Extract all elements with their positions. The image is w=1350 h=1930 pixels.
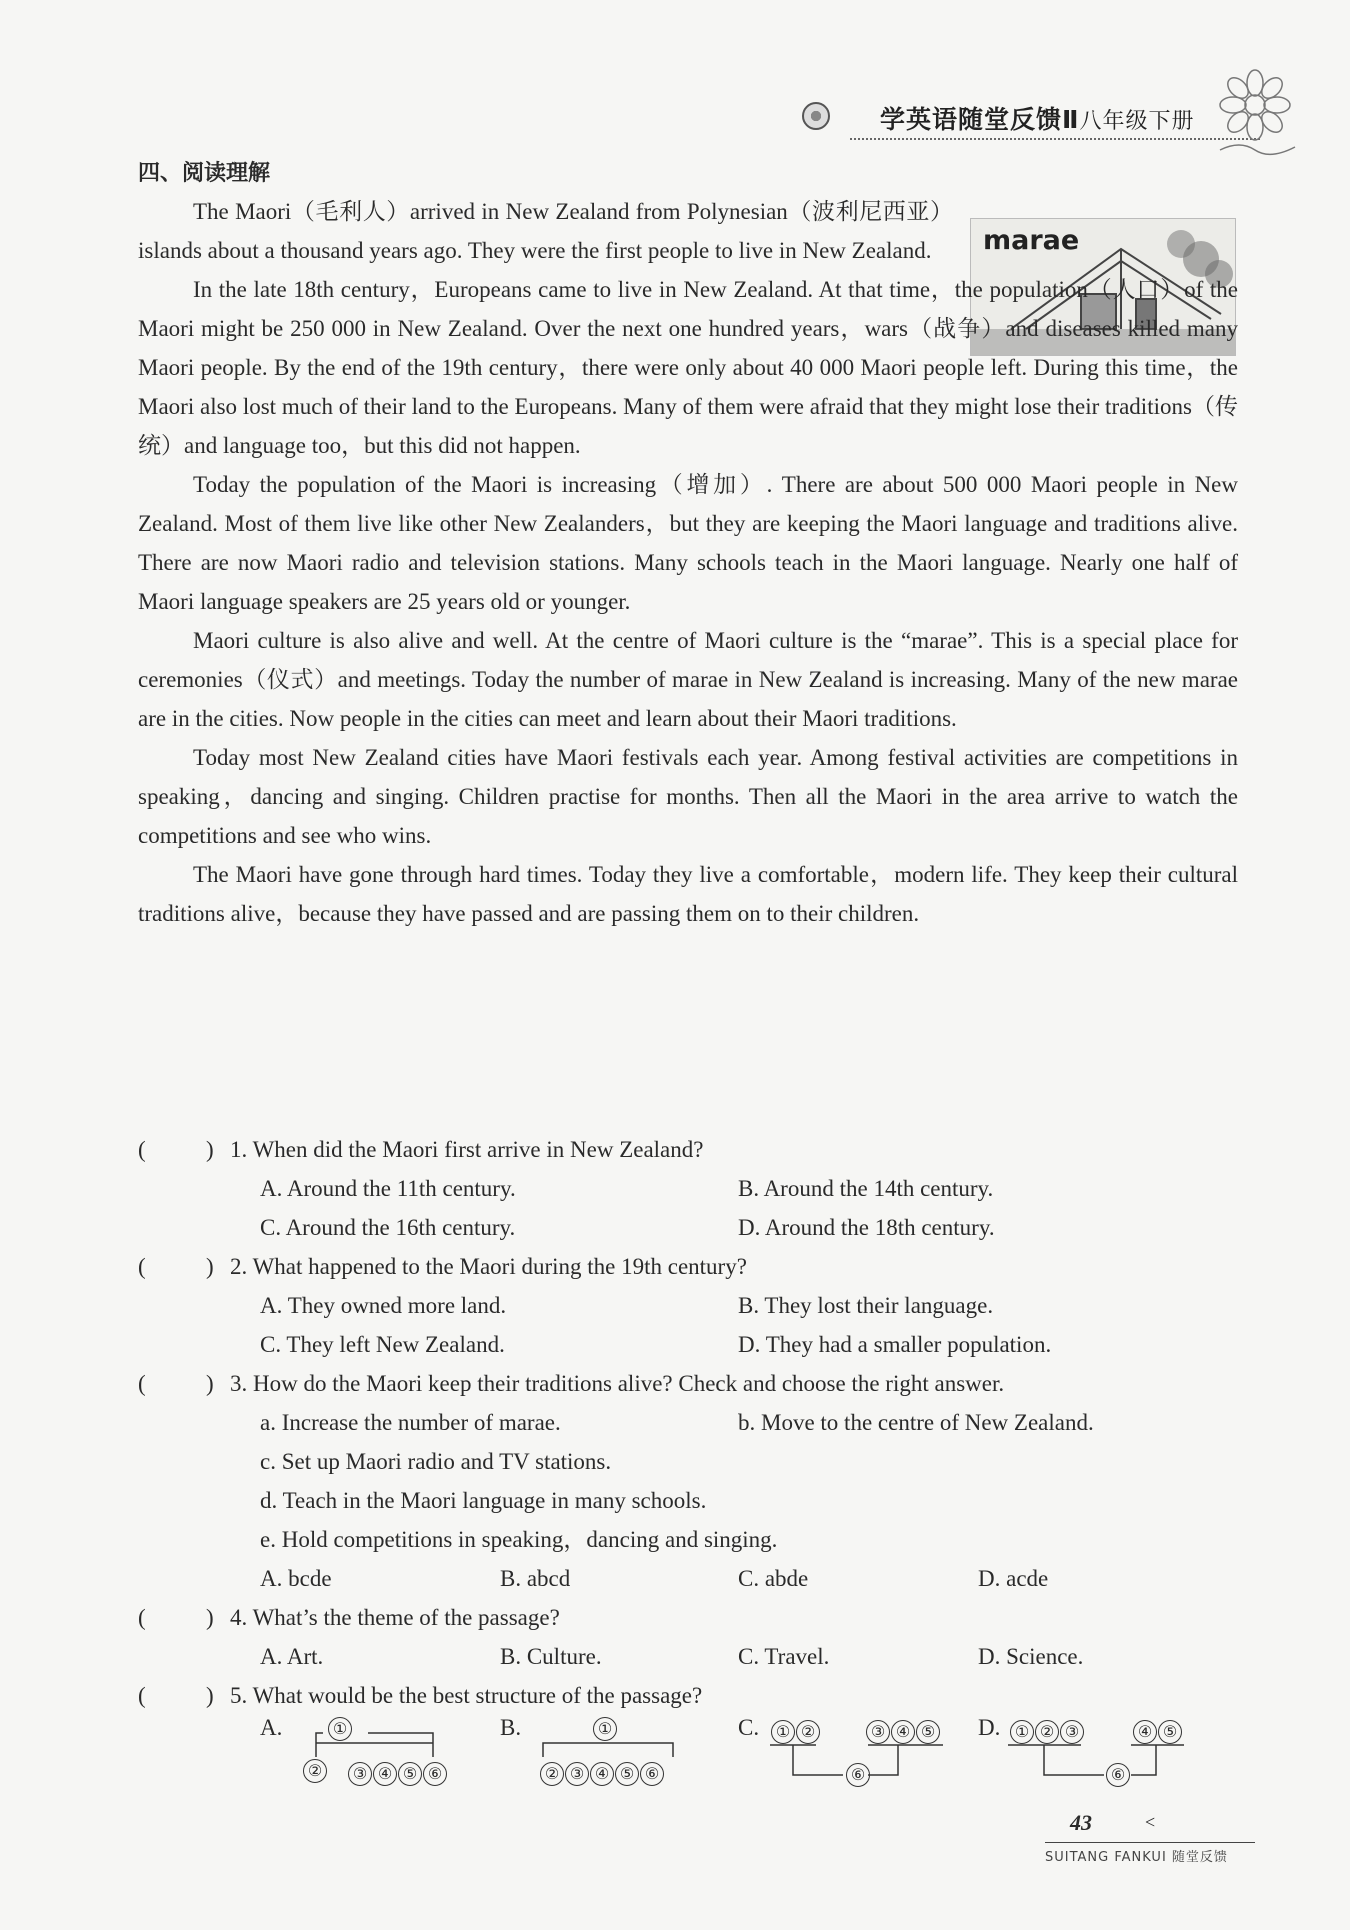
option-c[interactable]: C. They left New Zealand. xyxy=(260,1332,505,1357)
circled-5: ⑤ xyxy=(916,1720,940,1744)
answer-blank-close: ) xyxy=(206,1605,214,1630)
option-a[interactable]: A. Art. xyxy=(260,1644,324,1669)
footer-line xyxy=(1045,1842,1255,1843)
structure-d-bottom: ⑥ xyxy=(1106,1763,1130,1787)
option-d[interactable]: D. Around the 18th century. xyxy=(738,1215,995,1240)
question-stem: 4. What’s the theme of the passage? xyxy=(230,1605,560,1630)
circled-3: ③ xyxy=(348,1762,372,1786)
answer-blank-open[interactable]: ( xyxy=(138,1683,146,1708)
option-b[interactable]: B. Around the 14th century. xyxy=(738,1176,994,1201)
options-row xyxy=(138,1286,1248,1325)
structure-b-top: ① xyxy=(593,1717,617,1741)
structure-a-top: ① xyxy=(328,1717,352,1741)
options-row xyxy=(138,1325,1248,1364)
circled-4: ④ xyxy=(891,1720,915,1744)
options-row xyxy=(138,1637,1248,1676)
question-3 xyxy=(138,1364,1248,1403)
structure-d-right xyxy=(1133,1717,1183,1744)
option-c[interactable]: C. abde xyxy=(738,1566,809,1591)
flower-decoration-icon xyxy=(1200,55,1310,165)
option-b[interactable]: B. They lost their language. xyxy=(738,1293,994,1318)
option-d[interactable]: D. Science. xyxy=(978,1644,1084,1669)
answer-blank-open[interactable]: ( xyxy=(138,1254,146,1279)
structure-c-left xyxy=(771,1717,821,1744)
circled-2: ② xyxy=(1035,1720,1059,1744)
grade-label: 八年级下册 xyxy=(1079,109,1195,134)
answer-blank-open[interactable]: ( xyxy=(138,1605,146,1630)
arrow-left-icon: < xyxy=(1145,1812,1156,1832)
option-d[interactable]: D. acde xyxy=(978,1566,1049,1591)
circled-2: ② xyxy=(540,1762,564,1786)
question-stem: 1. When did the Maori first arrive in New Zealand? xyxy=(230,1137,704,1162)
circled-5: ⑤ xyxy=(615,1762,639,1786)
header-dotted-line xyxy=(850,138,1260,140)
option-a[interactable]: A. xyxy=(260,1715,283,1740)
statement-row xyxy=(138,1403,1248,1442)
statement-row xyxy=(138,1520,1248,1559)
options-row xyxy=(138,1208,1248,1247)
statement-e: e. Hold competitions in speaking，dancing and singing. xyxy=(260,1527,778,1552)
statement-c: c. Set up Maori radio and TV stations. xyxy=(260,1449,612,1474)
question-list xyxy=(138,1130,1248,1795)
option-a[interactable]: A. Around the 11th century. xyxy=(260,1176,516,1201)
option-a[interactable]: A. bcde xyxy=(260,1566,332,1591)
statement-a: a. Increase the number of marae. xyxy=(260,1410,561,1435)
marae-photo-label: marae xyxy=(983,225,1080,256)
structure-c-right xyxy=(866,1717,941,1744)
option-b[interactable]: B. Culture. xyxy=(500,1644,602,1669)
page-header xyxy=(780,100,1250,140)
passage-paragraph-2: In the late 18th century，Europeans came to live in New Zealand. At that time，the population（人口）of the Maori might be 250 000 in New Zealand. Over the next one hundred years，wars（战争）and diseases killed many Maori people. By the end of the 19th century，there were only about 40 000 Maori people left. During this time，the Maori also lost much of their land to the Europeans. Many of them were afraid that they might lose their traditions（传统）and language too，but this did not happen. xyxy=(138,277,1238,458)
option-c[interactable]: C. xyxy=(738,1715,760,1740)
statement-row xyxy=(138,1481,1248,1520)
circled-4: ④ xyxy=(590,1762,614,1786)
answer-blank-open[interactable]: ( xyxy=(138,1371,146,1396)
answer-blank-close: ) xyxy=(206,1683,214,1708)
question-stem: 5. What would be the best structure of the passage? xyxy=(230,1683,703,1708)
question-1 xyxy=(138,1130,1248,1169)
answer-blank-close: ) xyxy=(206,1137,214,1162)
page-number: 43 xyxy=(1070,1810,1092,1835)
statement-d: d. Teach in the Maori language in many schools. xyxy=(260,1488,707,1513)
book-title xyxy=(880,100,1194,136)
circled-1: ① xyxy=(771,1720,795,1744)
question-stem: 2. What happened to the Maori during the 19th century? xyxy=(230,1254,747,1279)
section-title: 四、阅读理解 xyxy=(138,161,271,186)
option-c[interactable]: C. Travel. xyxy=(738,1644,830,1669)
structure-a-left: ② xyxy=(303,1759,327,1783)
options-row xyxy=(138,1169,1248,1208)
circled-5: ⑤ xyxy=(398,1762,422,1786)
answer-blank-open[interactable]: ( xyxy=(138,1137,146,1162)
circled-5: ⑤ xyxy=(1158,1720,1182,1744)
structure-b-bottom xyxy=(540,1759,665,1786)
statement-b: b. Move to the centre of New Zealand. xyxy=(738,1410,1094,1435)
footer-caption: SUITANG FANKUI 随堂反馈 xyxy=(1045,1850,1228,1865)
circled-3: ③ xyxy=(1060,1720,1084,1744)
question-5 xyxy=(138,1676,1248,1715)
circled-6: ⑥ xyxy=(423,1762,447,1786)
option-d[interactable]: D. xyxy=(978,1715,1001,1740)
passage-paragraph-5: Today most New Zealand cities have Maori festivals each year. Among festival activities are competitions in speaking，dancing and singing. Children practise for months. Then all the Maori in the area arrive to watch the competitions and see who wins. xyxy=(138,745,1238,848)
passage-paragraph-3: Today the population of the Maori is increasing（增加）. There are about 500 000 Maori people in New Zealand. Most of them live like other New Zealanders，but they are keeping the Maori language and traditions alive. There are now Maori radio and television stations. Many schools teach in the Maori language. Nearly one half of Maori language speakers are 25 years old or younger. xyxy=(138,472,1238,614)
circled-2: ② xyxy=(796,1720,820,1744)
passage-paragraph-1: The Maori（毛利人）arrived in New Zealand from Polynesian（波利尼西亚）islands about a thousand years ago. They were the first people to live in New Zealand. xyxy=(138,199,953,263)
structure-c-bottom: ⑥ xyxy=(846,1763,870,1787)
answer-blank-close: ) xyxy=(206,1371,214,1396)
circled-1: ① xyxy=(1010,1720,1034,1744)
option-a[interactable]: A. They owned more land. xyxy=(260,1293,507,1318)
reading-passage xyxy=(138,192,1238,933)
circled-3: ③ xyxy=(866,1720,890,1744)
structure-d-left xyxy=(1010,1717,1085,1744)
question-2 xyxy=(138,1247,1248,1286)
circled-6: ⑥ xyxy=(640,1762,664,1786)
series-logo-icon xyxy=(802,102,830,130)
structure-options xyxy=(138,1715,1248,1795)
answer-blank-close: ) xyxy=(206,1254,214,1279)
book-title-text: 学英语随堂反馈Ⅱ xyxy=(880,105,1080,134)
passage-paragraph-6: The Maori have gone through hard times. Today they live a comfortable，modern life. They keep their cultural traditions alive，because they have passed and are passing them on to their children. xyxy=(138,862,1238,926)
option-d[interactable]: D. They had a smaller population. xyxy=(738,1332,1052,1357)
structure-b-lines xyxy=(538,1739,678,1759)
passage-paragraph-4: Maori culture is also alive and well. At the centre of Maori culture is the “marae”. This is a special place for ceremonies（仪式）and meetings. Today the number of marae in New Zealand is increasing. Many of the new marae are in the cities. Now people in the cities can meet and learn about their Maori traditions. xyxy=(138,628,1238,731)
options-row xyxy=(138,1559,1248,1598)
option-b[interactable]: B. abcd xyxy=(500,1566,571,1591)
structure-d-lines xyxy=(1006,1743,1196,1783)
circled-3: ③ xyxy=(565,1762,589,1786)
question-stem: 3. How do the Maori keep their traditions alive? Check and choose the right answer. xyxy=(230,1371,1005,1396)
option-c[interactable]: C. Around the 16th century. xyxy=(260,1215,516,1240)
structure-a-lines xyxy=(298,1729,448,1759)
statement-row xyxy=(138,1442,1248,1481)
question-4 xyxy=(138,1598,1248,1637)
circled-4: ④ xyxy=(373,1762,397,1786)
circled-4: ④ xyxy=(1133,1720,1157,1744)
option-b[interactable]: B. xyxy=(500,1715,522,1740)
structure-a-right xyxy=(348,1759,448,1786)
